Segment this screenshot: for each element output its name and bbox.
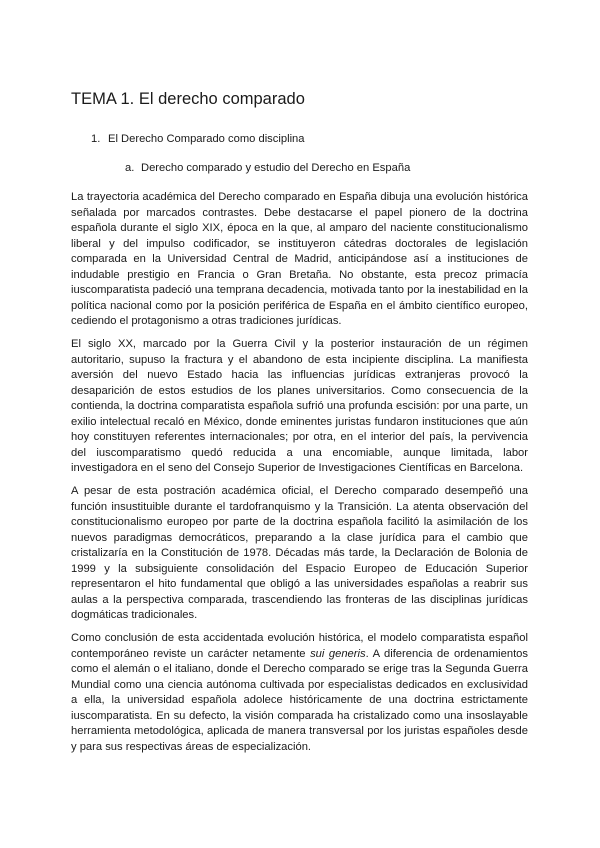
paragraph-4 <box>71 631 528 755</box>
paragraph-4-start: Como conclusión de esta accidentada evolución histórica, el modelo comparatista español contemporáneo reviste un carácter netamente <box>71 632 528 660</box>
paragraph-4-emphasis: sui generis <box>310 647 366 660</box>
section-heading <box>91 133 305 145</box>
subsection-letter: a. <box>125 162 135 174</box>
subsection-label: Derecho comparado y estudio del Derecho en España <box>141 162 411 174</box>
page-title: TEMA 1. El derecho comparado <box>71 90 305 108</box>
paragraph-1: La trayectoria académica del Derecho comparado en España dibuja una evolución histórica señalada por marcados contrastes. Debe destacarse el papel pionero de la doctrina española durante el siglo XIX, época en la que, al amparo del naciente constitucionalismo liberal y del impulso codificador, se instituyeron cátedras doctorales de legislación comparada en la Universidad Central de Madrid, anticipándose así a instituciones de indudable prestigio en Francia o Gran Bretaña. No obstante, esta precoz primacía iuscomparatista padeció una temprana decadencia, motivada tanto por la inestabilidad en la política nacional como por la posición periférica de España en el ámbito científico europeo, cediendo el protagonismo a otras tradiciones jurídicas. <box>71 191 528 327</box>
paragraph-2: El siglo XX, marcado por la Guerra Civil y la posterior instauración de un régimen autoritario, supuso la fractura y el abandono de esta incipiente disciplina. La manifiesta aversión del nuevo Estado hacia las influencias jurídicas extranjeras provocó la desaparición de estos estudios de los planes universitarios. Como consecuencia de la contienda, la doctrina comparatista española sufrió una profunda escisión: por una parte, un exilio intelectual recaló en México, donde eminentes juristas fundaron instituciones que aún hoy constituyen referentes internacionales; por otra, en el interior del país, la pervivencia del iuscomparatismo quedó reducida a una encomiable, aunque limitada, labor investigadora en el seno del Consejo Superior de Investigaciones Científicas en Barcelona. <box>71 338 528 474</box>
paragraph-4-end: . A diferencia de ordenamientos como el alemán o el italiano, donde el Derecho comparado se erige tras la Segunda Guerra Mundial como una ciencia autónoma cultivada por especialistas dedicados en exclusividad a ella, la universidad española adolece históricamente de una doctrina estrictamente iuscomparatista. En su defecto, la visión comparada ha cristalizado como una insoslayable herramienta metodológica, aplicada de manera transversal por los juristas españoles desde y para sus respectivas áreas de especialización. <box>71 647 528 753</box>
subsection-heading <box>125 162 410 174</box>
paragraph-3: A pesar de esta postración académica oficial, el Derecho comparado desempeñó una función insustituible durante el tardofranquismo y la Transición. La atenta observación del constitucionalismo europeo por parte de la doctrina española facilitó la asimilación de los nuevos paradigmas democráticos, preparando a la clase jurídica para el cambio que cristalizaría en la Constitución de 1978. Décadas más tarde, la Declaración de Bolonia de 1999 y la subsiguiente consolidación del Espacio Europeo de Educación Superior representaron el hito fundamental que obligó a las universidades españolas a reabrir sus aulas a la perspectiva comparada, trascendiendo las fronteras de las disciplinas jurídicas dogmáticas tradicionales. <box>71 485 528 621</box>
section-number: 1. <box>91 133 101 145</box>
section-label: El Derecho Comparado como disciplina <box>108 133 305 145</box>
